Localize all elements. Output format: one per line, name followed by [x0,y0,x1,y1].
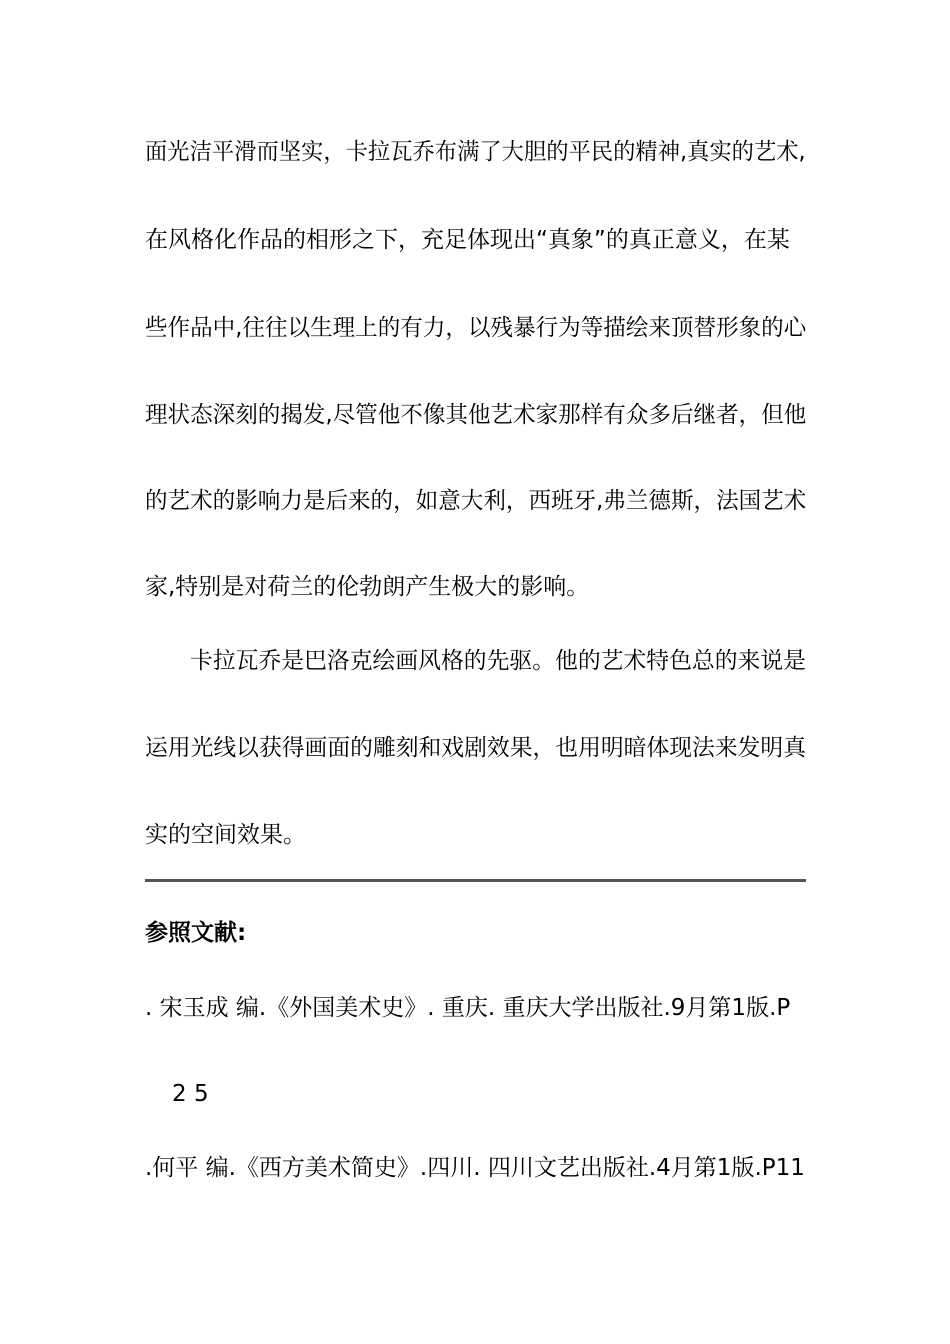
body-text-line: 家,特别是对荷兰的伦勃朗产生极大的影响。 [145,574,590,600]
reference-entry: . 宋玉成 编.《外国美术史》. 重庆. 重庆大学出版社.9月第1版.P [145,995,791,1021]
body-text-line: 理状态深刻的揭发,尽管他不像其他艺术家那样有众多后继者，但他 [145,402,807,428]
paragraph-first-line: 卡拉瓦乔是巴洛克绘画风格的先驱。他的艺术特色总的来说是 [190,648,806,674]
section-divider [145,879,806,882]
body-text-line: 面光洁平滑而坚实，卡拉瓦乔布满了大胆的平民的精神,真实的艺术, [145,139,806,165]
body-text-line: 实的空间效果。 [145,822,306,848]
references-heading: 参照文献: [145,920,247,946]
body-text-line: 运用光线以获得画面的雕刻和戏剧效果，也用明暗体现法来发明真 [145,735,806,761]
body-text-line: 在风格化作品的相形之下，充足体现出“真象”的真正意义，在某 [145,227,790,253]
body-text-line: 的艺术的影响力是后来的，如意大利，西班牙,弗兰德斯，法国艺术 [145,488,807,514]
body-text-line: 些作品中,往往以生理上的有力，以残暴行为等描绘来顶替形象的心 [145,315,807,341]
reference-entry: .何平 编.《西方美术简史》.四川. 四川文艺出版社.4月第1版.P11 [145,1155,805,1181]
reference-entry-continuation: 2 5 [172,1081,209,1107]
